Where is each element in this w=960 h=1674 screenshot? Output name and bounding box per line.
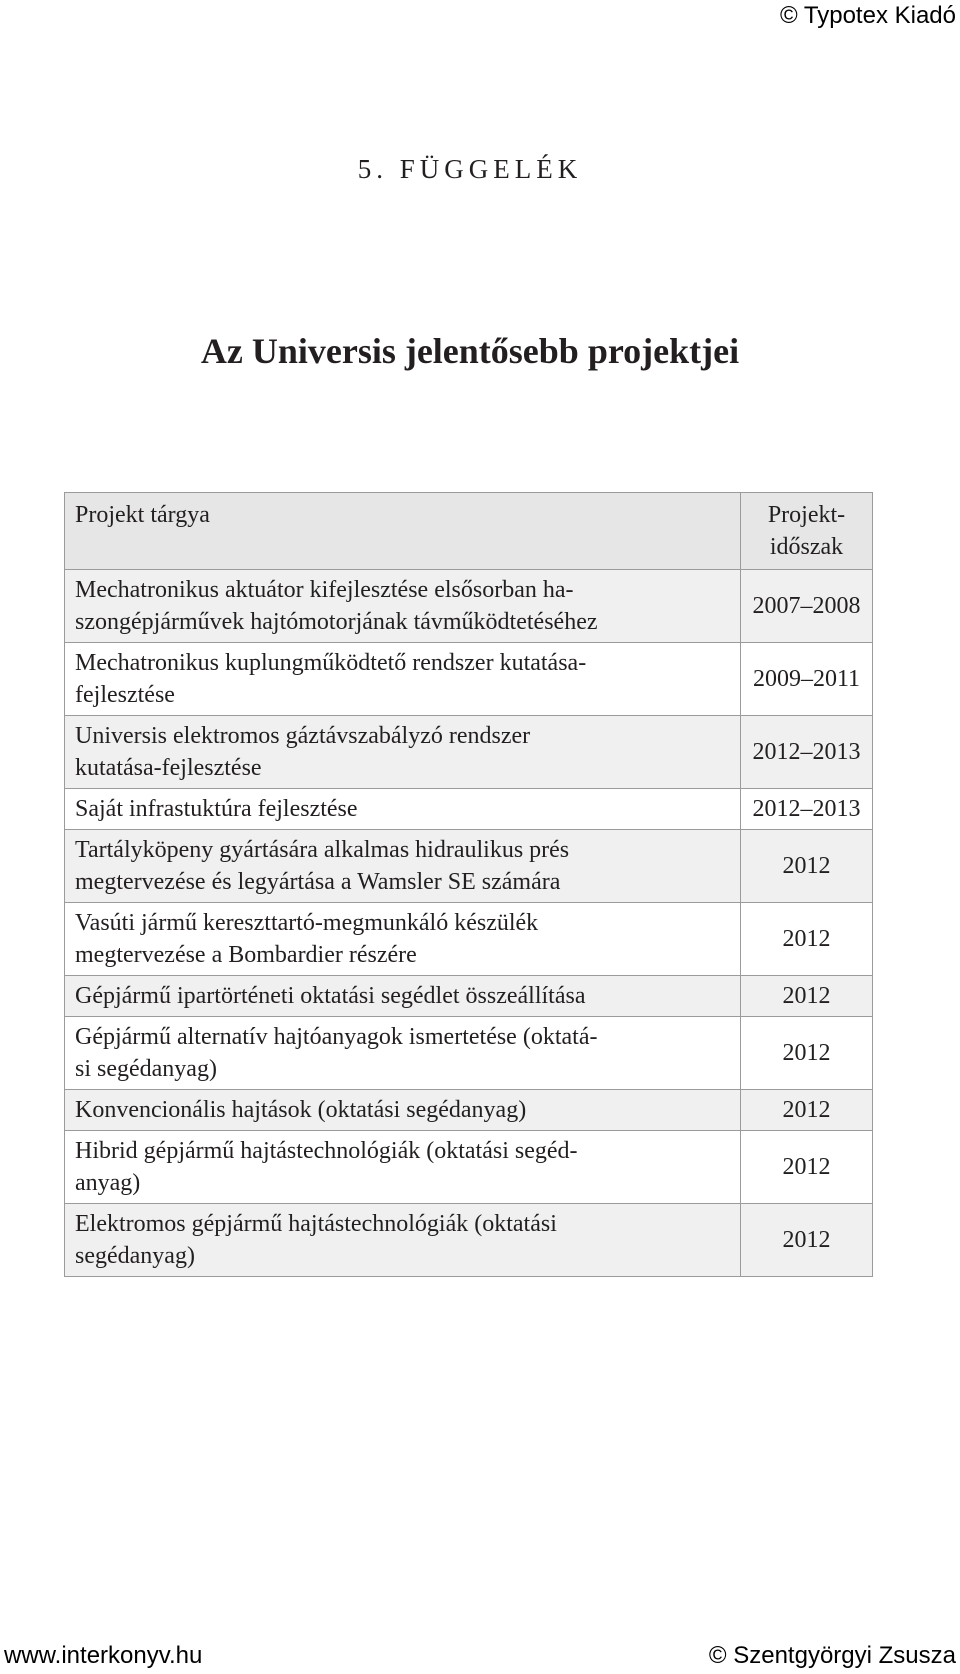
- project-period-cell: 2012: [741, 830, 873, 903]
- appendix-label: 5. FÜGGELÉK: [357, 154, 583, 184]
- project-subject-cell: Hibrid gépjármű hajtástechnológiák (oktatási segéd- anyag): [65, 1131, 741, 1204]
- project-subject-cell: Mechatronikus aktuátor kifejlesztése elsősorban ha- szongépjárművek hajtómotorjának távműködtetéséhez: [65, 570, 741, 643]
- table-row: [65, 1131, 873, 1204]
- column-header-subject: Projekt tárgya: [65, 493, 741, 570]
- publisher-copyright: © Typotex Kiadó: [779, 2, 956, 29]
- project-period-cell: 2012: [741, 1131, 873, 1204]
- project-period-cell: 2012: [741, 976, 873, 1017]
- project-subject-cell: Gépjármű alternatív hajtóanyagok ismertetése (oktatá- si segédanyag): [65, 1017, 741, 1090]
- table-row: [65, 903, 873, 976]
- project-subject-cell: Tartályköpeny gyártására alkalmas hidraulikus prés megtervezése és legyártása a Wamsler SE számára: [65, 830, 741, 903]
- table-row: [65, 976, 873, 1017]
- project-period-cell: 2012: [741, 1090, 873, 1131]
- project-subject-cell: Saját infrastuktúra fejlesztése: [65, 789, 741, 830]
- project-period-cell: 2009–2011: [741, 643, 873, 716]
- footer-website: www.interkonyv.hu: [4, 1642, 203, 1669]
- project-period-cell: 2012: [741, 903, 873, 976]
- project-subject-cell: Mechatronikus kuplungműködtető rendszer kutatása- fejlesztése: [65, 643, 741, 716]
- project-subject-cell: Universis elektromos gáztávszabályzó rendszer kutatása-fejlesztése: [65, 716, 741, 789]
- project-period-cell: 2012–2013: [741, 716, 873, 789]
- table-row: [65, 789, 873, 830]
- projects-table: [64, 492, 873, 1277]
- project-subject-cell: Elektromos gépjármű hajtástechnológiák (oktatási segédanyag): [65, 1204, 741, 1277]
- project-period-cell: 2012: [741, 1017, 873, 1090]
- table-row: [65, 643, 873, 716]
- project-period-cell: 2012–2013: [741, 789, 873, 830]
- table-row: [65, 716, 873, 789]
- footer-author: © Szentgyörgyi Zsusza: [708, 1642, 956, 1669]
- project-period-cell: 2012: [741, 1204, 873, 1277]
- project-subject-cell: Konvencionális hajtások (oktatási segédanyag): [65, 1090, 741, 1131]
- project-subject-cell: Vasúti jármű kereszttartó-megmunkáló készülék megtervezése a Bombardier részére: [65, 903, 741, 976]
- table-row: [65, 1017, 873, 1090]
- table-row: [65, 1090, 873, 1131]
- table-header-row: [65, 493, 873, 570]
- column-header-period: [741, 493, 873, 570]
- project-subject-cell: Gépjármű ipartörténeti oktatási segédlet összeállítása: [65, 976, 741, 1017]
- column-header-period-text: Projekt- időszak: [767, 502, 846, 560]
- table-body: [65, 570, 873, 1277]
- table-row: [65, 570, 873, 643]
- page-title: Az Universis jelentősebb projektjei: [200, 331, 740, 371]
- project-period-cell: 2007–2008: [741, 570, 873, 643]
- table-row: [65, 830, 873, 903]
- table-row: [65, 1204, 873, 1277]
